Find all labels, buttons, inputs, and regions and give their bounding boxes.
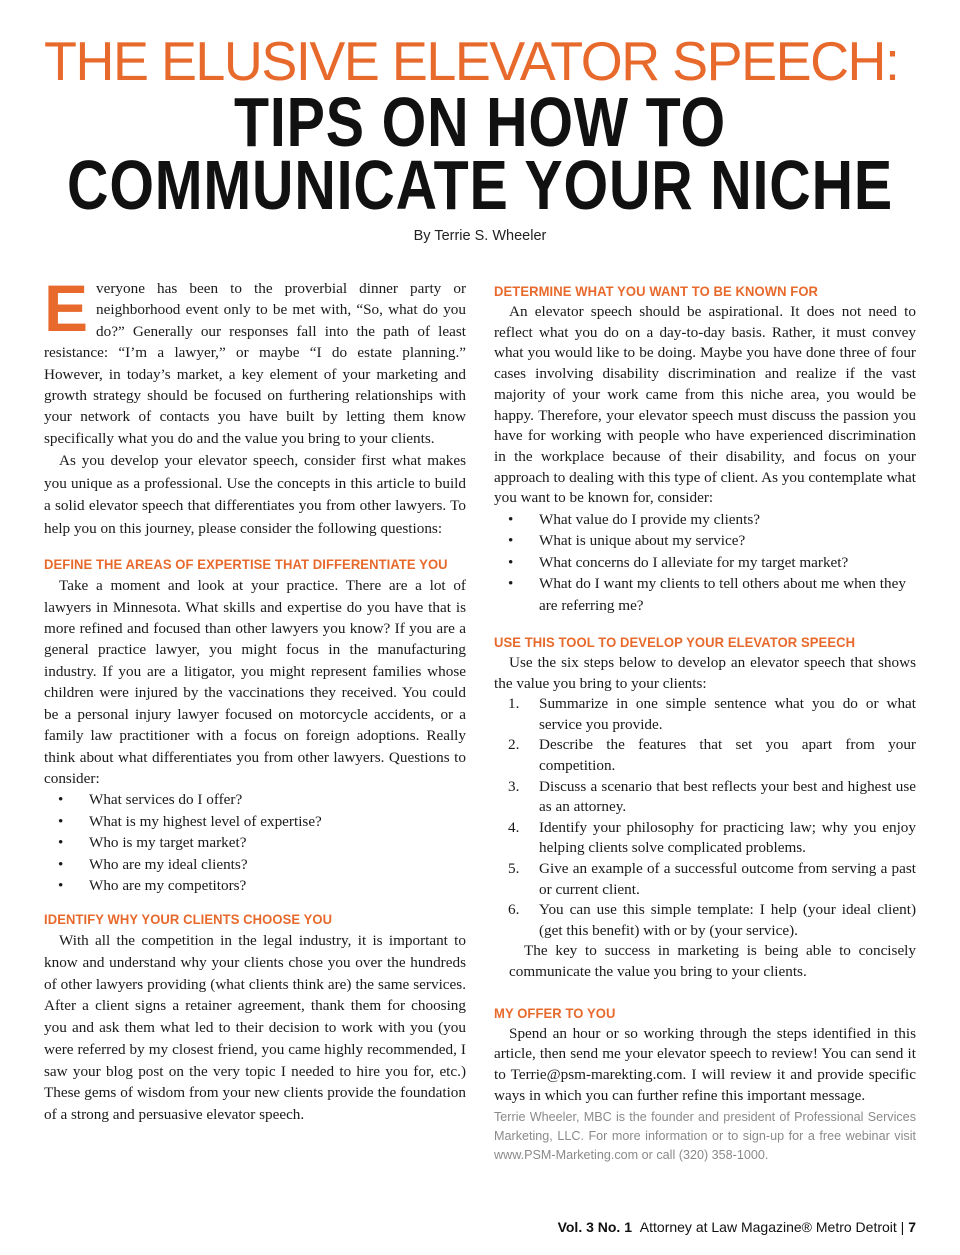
drop-cap: E <box>44 271 89 345</box>
step-text: Identify your philosophy for practicing law; why you enjoy helping clients solve complicated problems. <box>539 818 916 857</box>
clients-body: With all the competition in the legal industry, it is important to know and understand why your clients chose you over the hundreds of other lawyers providing (what clients think are) the same services. After a client signs a retainer agreement, thank them for choosing you and ask them what led to their decision to work with you (you were referred by my closest friend, you came highly recommended, I saw your blog post on the very topic I needed to hire you for, etc.) These gems of wisdom from your new clients provide the foundation of a strong and persuasive elevator speech. <box>44 932 466 1123</box>
step-number: 5. <box>508 860 520 877</box>
footer-separator: | <box>900 1219 905 1235</box>
list-item: • What is my highest level of expertise? <box>44 811 466 832</box>
offer-body: Spend an hour or so working through the steps identified in this article, then send me your elevator speech to review! You can send it to Terrie@psm-marekting.com. I will review it and provide specific ways in which you can further refine this important message. <box>494 1024 916 1104</box>
page-number: 7 <box>908 1219 916 1235</box>
step-text: Give an example of a successful outcome from serving a past or current client. <box>539 860 916 898</box>
list-item: • What services do I offer? <box>44 789 466 810</box>
list-item <box>494 735 916 776</box>
known-for-questions <box>494 509 916 616</box>
list-item <box>494 900 916 941</box>
heading-known-for: DETERMINE WHAT YOU WANT TO BE KNOWN FOR <box>494 283 819 299</box>
known-for-body: An elevator speech should be aspirational. It does not need to reflect what you do on a day-to-day basis. Rather, it must convey what you would like to be doing. Maybe you have done three of four cases involving disability discrimination and realize if the vast majority of your work came from this niche area, you would be happy. Therefore, your elevator speech must discuss the passion you have for working with people who have experienced discrimination in the workplace because of their disability, and focus on your approach to dealing with this type of client. As you contemplate what you want to be known for, consider: <box>494 303 916 507</box>
byline: By Terrie S. Wheeler <box>413 228 547 244</box>
expertise-body: Take a moment and look at your practice. There are a lot of lawyers in Minnesota. What skills and expertise do you have that is more refined and focused than other lawyers you know? If you are a general practice lawyer, you might focus in the manufacturing industry. If you are a litigator, you might represent families whose children were injured by the vaccinations they received. You could be a personal injury lawyer focused on motorcycle accidents, or a family law practitioner with a focus on foreign adoptions. Really think about what differentiates you from other lawyers. Questions to consider: <box>44 577 466 787</box>
list-item: • Who are my ideal clients? <box>44 854 466 875</box>
list-item <box>494 818 916 859</box>
author-bio: Terrie Wheeler, MBC is the founder and president of Professional Services Marketing, LLC. For more information or to sign-up for a free webinar visit www.PSM-Marketing.com or call (320) 358-1000. <box>494 1109 916 1162</box>
headline-line-2: COMMUNICATE YOUR NICHE <box>67 146 893 224</box>
list-item: • What is unique about my service? <box>494 530 916 551</box>
heading-tool: USE THIS TOOL TO DEVELOP YOUR ELEVATOR SPEECH <box>494 634 856 651</box>
right-column <box>494 281 916 1165</box>
list-item <box>494 859 916 900</box>
step-number: 6. <box>508 901 520 919</box>
intro-paragraph-1-text: veryone has been to the proverbial dinner party or neighborhood event only to be met with, “So, what do you do?” Generally our responses fall into the path of least resistance: “I’m a lawyer,” or maybe “I do estate planning.” However, in today’s market, a key element of your marketing and growth strategy should be focused on furthering relationships with your network of contacts you have built by letting them know specifically what you do and the value you bring to your clients. <box>44 280 466 447</box>
step-text: Discuss a scenario that best reflects your best and highest use as an attorney. <box>539 777 916 816</box>
list-item <box>494 694 916 735</box>
list-item: • What do I want my clients to tell others about me when they are referring me? <box>494 573 916 616</box>
heading-clients: IDENTIFY WHY YOUR CLIENTS CHOOSE YOU <box>44 911 333 928</box>
left-column <box>44 271 466 1126</box>
step-text: Summarize in one simple sentence what you do or what service you provide. <box>539 695 916 733</box>
list-item: • Who are my competitors? <box>44 875 466 896</box>
expertise-questions <box>44 789 466 896</box>
step-number: 3. <box>508 777 520 795</box>
heading-expertise: DEFINE THE AREAS OF EXPERTISE THAT DIFFERENTIATE YOU <box>44 556 448 573</box>
step-number: 1. <box>508 695 520 713</box>
step-text: Describe the features that set you apart from your competition. <box>539 736 916 775</box>
page-footer <box>558 1219 916 1235</box>
headline-line-1: TIPS ON HOW TO <box>234 83 726 161</box>
tool-steps <box>494 694 916 941</box>
intro-paragraph-2: As you develop your elevator speech, consider first what makes you unique as a professional. Use the concepts in this article to build a solid elevator speech that differentiates you from other lawyers. To help you on this journey, please consider the following questions: <box>44 452 466 537</box>
step-text: You can use this simple template: I help (your ideal client) (get this benefit) with or by (your service). <box>539 901 916 939</box>
list-item: • What concerns do I alleviate for my target market? <box>494 552 916 573</box>
footer-issue: Vol. 3 No. 1 <box>557 1219 633 1235</box>
list-item <box>494 777 916 818</box>
step-number: 4. <box>508 818 520 836</box>
tool-closing: The key to success in marketing is being able to concisely communicate the value you bring to your clients. <box>509 942 916 980</box>
list-item: • What value do I provide my clients? <box>494 509 916 530</box>
list-item: • Who is my target market? <box>44 832 466 853</box>
headline-kicker: THE ELUSIVE ELEVATOR SPEECH: <box>44 30 899 92</box>
step-number: 2. <box>508 736 520 754</box>
intro-paragraph-1 <box>44 271 466 449</box>
heading-offer: MY OFFER TO YOU <box>494 1004 616 1021</box>
tool-body: Use the six steps below to develop an elevator speech that shows the value you bring to your clients: <box>494 654 916 692</box>
footer-publication: Attorney at Law Magazine® Metro Detroit <box>639 1219 897 1235</box>
